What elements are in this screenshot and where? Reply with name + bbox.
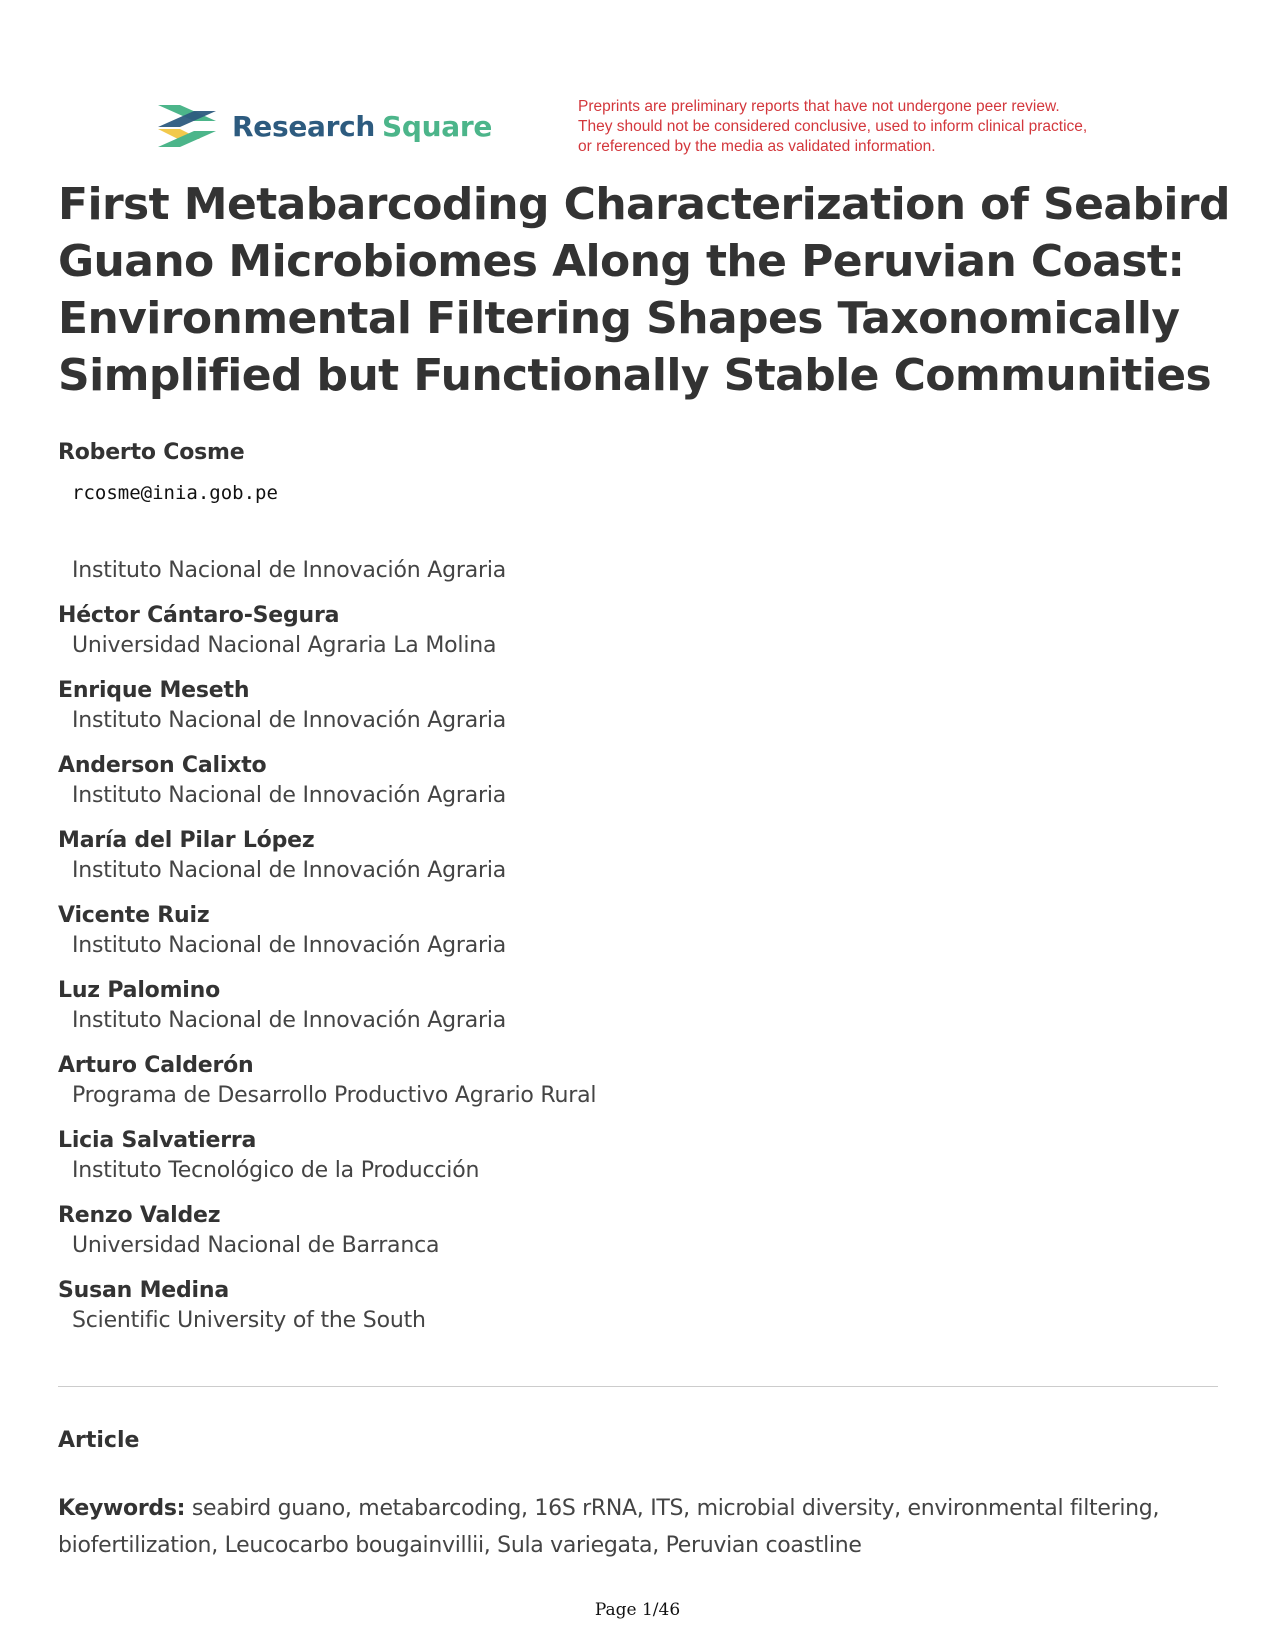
section-divider <box>58 1386 1218 1387</box>
logo-word-research: Research <box>232 109 376 143</box>
author-name: Roberto Cosme <box>58 440 245 465</box>
author-name: Héctor Cántaro-Segura <box>58 603 340 628</box>
author-affiliation: Scientific University of the South <box>72 1308 426 1333</box>
author-entry <box>58 1201 1208 1260</box>
author-name: Enrique Meseth <box>58 678 250 703</box>
author-affiliation: Instituto Nacional de Innovación Agraria <box>72 783 507 808</box>
disclaimer-line: Preprints are preliminary reports that have not undergone peer review. <box>578 98 1060 115</box>
author-entry <box>58 676 1208 735</box>
disclaimer-line: They should not be considered conclusive, used to inform clinical practice, <box>578 118 1088 135</box>
paper-title <box>58 176 1230 404</box>
author-email-link[interactable]: rcosme@inia.gob.pe <box>72 482 278 504</box>
author-name: Vicente Ruiz <box>58 903 210 928</box>
author-entry <box>58 1051 1208 1110</box>
author-entry <box>58 438 1208 585</box>
page-number: Page 1/46 <box>594 1600 681 1620</box>
author-name: Renzo Valdez <box>58 1203 221 1228</box>
author-entry <box>58 826 1208 885</box>
author-affiliation: Instituto Tecnológico de la Producción <box>72 1158 480 1183</box>
author-entry <box>58 901 1208 960</box>
keywords-text: seabird guano, metabarcoding, 16S rRNA, ITS, microbial diversity, environmental filtering, biofertilization, Leucocarbo bougainvillii, Sula variegata, Peruvian coastline <box>58 1496 1160 1558</box>
logo-wordmark <box>232 110 492 143</box>
preprint-disclaimer <box>578 97 1138 157</box>
author-entry <box>58 1276 1208 1335</box>
author-entry <box>58 751 1208 810</box>
disclaimer-line: or referenced by the media as validated information. <box>578 138 936 155</box>
title-line: First Metabarcoding Characterization of Seabird <box>58 179 1230 230</box>
author-affiliation: Instituto Nacional de Innovación Agraria <box>72 708 507 733</box>
keywords-section <box>58 1490 1228 1564</box>
title-line: Guano Microbiomes Along the Peruvian Coast: <box>58 236 1185 287</box>
author-name: Licia Salvatierra <box>58 1128 257 1153</box>
author-affiliation: Instituto Nacional de Innovación Agraria <box>72 933 507 958</box>
logo-word-square: Square <box>382 109 493 143</box>
author-name: Susan Medina <box>58 1278 229 1303</box>
author-name: Luz Palomino <box>58 978 221 1003</box>
author-name: Arturo Calderón <box>58 1053 254 1078</box>
title-line: Simplified but Functionally Stable Communities <box>58 350 1212 401</box>
article-type-label: Article <box>58 1428 140 1453</box>
author-name: María del Pilar López <box>58 828 315 853</box>
author-entry <box>58 601 1208 660</box>
title-line: Environmental Filtering Shapes Taxonomically <box>58 293 1180 344</box>
author-affiliation: Universidad Nacional de Barranca <box>72 1233 440 1258</box>
research-square-logo <box>156 103 492 149</box>
author-affiliation: Instituto Nacional de Innovación Agraria <box>72 858 507 883</box>
author-affiliation: Instituto Nacional de Innovación Agraria <box>72 1008 507 1033</box>
keywords-label: Keywords: <box>58 1496 186 1521</box>
author-name: Anderson Calixto <box>58 753 267 778</box>
author-list <box>58 438 1208 1351</box>
author-affiliation: Universidad Nacional Agraria La Molina <box>72 633 497 658</box>
author-affiliation: Programa de Desarrollo Productivo Agrario Rural <box>72 1083 597 1108</box>
author-entry <box>58 976 1208 1035</box>
author-entry <box>58 1126 1208 1185</box>
author-affiliation: Instituto Nacional de Innovación Agraria <box>72 558 507 583</box>
research-square-logo-icon <box>156 103 218 149</box>
